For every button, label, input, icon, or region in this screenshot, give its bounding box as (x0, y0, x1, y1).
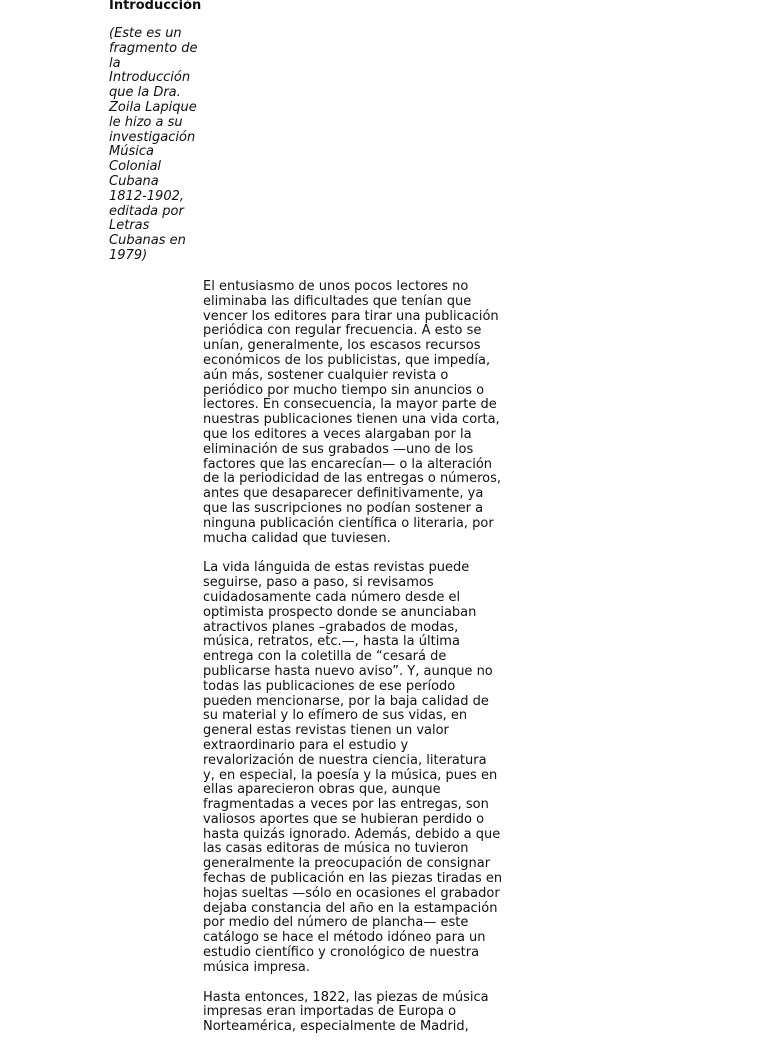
paragraph-line: pueden mencionarse, por la baja calidad de (203, 693, 489, 709)
paragraph-line: general estas revistas tienen un valor (203, 723, 449, 739)
paragraph-line: económicos de los publicistas, que impedía, (203, 352, 491, 368)
paragraph-line: atractivos planes –grabados de modas, (203, 619, 459, 635)
intro-note-line: Colonial (109, 159, 162, 175)
paragraph-line: catálogo se hace el método idóneo para un (203, 930, 486, 946)
article-body (203, 280, 508, 1050)
intro-note-line: Introducción (109, 70, 191, 86)
paragraph-line: publicarse hasta nuevo aviso”. Y, aunque no (203, 663, 493, 679)
intro-note-line: Zoila Lapique (109, 99, 197, 115)
paragraph-line: entrega con la coletilla de “cesará de (203, 649, 447, 665)
intro-note-line: Cubana (109, 173, 159, 189)
intro-note-line: editada por (109, 203, 184, 219)
paragraph-line: lectores. En consecuencia, la mayor parte de (203, 397, 497, 413)
intro-note-line: le hizo a su (109, 114, 183, 130)
paragraph-line: que los editores a veces alargaban por la (203, 426, 472, 442)
paragraph-line: por medio del número de plancha— este (203, 915, 469, 931)
paragraph-line: ninguna publicación científica o literaria, por (203, 515, 494, 531)
page-title: Introducción (109, 0, 202, 13)
paragraph-line: seguirse, paso a paso, si revisamos (203, 575, 434, 591)
paragraph-line: y, en especial, la poesía y la música, pues en (203, 767, 498, 783)
paragraph-line: hasta quizás ignorado. Además, debido a que (203, 826, 501, 842)
paragraph-line: El entusiasmo de unos pocos lectores no (203, 279, 469, 294)
paragraph-line: dejaba constancia del año en la estampación (203, 900, 498, 916)
paragraph-line: hojas sueltas —sólo en ocasiones el grabador (203, 885, 500, 901)
paragraph-line: unían, generalmente, los escasos recursos (203, 338, 481, 354)
intro-note-line: Música (109, 144, 154, 160)
intro-note-line: 1979) (109, 247, 148, 263)
paragraph-line: nuestras publicaciones tienen una vida corta, (203, 412, 500, 428)
paragraph-line: periódica con regular frecuencia. A esto se (203, 323, 482, 339)
paragraph-line: aún más, sostener cualquier revista o (203, 367, 449, 383)
paragraph-line: ellas aparecieron obras que, aunque (203, 782, 441, 798)
intro-note-line: (Este es un (109, 26, 182, 41)
paragraph-line: fragmentadas a veces por las entregas, son (203, 797, 489, 813)
paragraph-line: música, retratos, etc.—, hasta la última (203, 634, 460, 650)
paragraph-line: factores que las encarecían— o la alteración (203, 456, 493, 472)
intro-note-line: que la Dra. (109, 85, 181, 101)
intro-note-line: Letras (109, 218, 150, 234)
paragraph-line: estudio científico y cronológico de nuestra (203, 945, 480, 961)
paragraph-line: cuidadosamente cada número desde el (203, 589, 461, 605)
paragraph-line: que las suscripciones no podían sostener a (203, 500, 484, 516)
article-paragraph (203, 280, 508, 546)
paragraph-line: extraordinario para el estudio y (203, 737, 409, 753)
paragraph-line: impresas eran importadas de Europa o (203, 1004, 457, 1020)
paragraph-line: periódico por mucho tiempo sin anuncios o (203, 382, 485, 398)
paragraph-line: antes que desaparecer definitivamente, ya (203, 486, 484, 502)
intro-note-line: la (109, 55, 121, 71)
intro-note-line: investigación (109, 129, 196, 145)
introduction-note (109, 27, 204, 264)
paragraph-line: optimista prospecto donde se anunciaban (203, 604, 477, 620)
intro-note-line: Cubanas en (109, 233, 186, 249)
paragraph-line: su material y lo efímero de sus vidas, en (203, 708, 468, 724)
paragraph-line: eliminación de sus grabados —uno de los (203, 441, 474, 457)
paragraph-line: vencer los editores para tirar una publicación (203, 308, 499, 324)
paragraph-line: de la periodicidad de las entregas o números, (203, 471, 502, 487)
paragraph-line: revalorización de nuestra ciencia, literatura (203, 752, 487, 768)
paragraph-line: valiosos aportes que se hubieran perdido o (203, 811, 485, 827)
paragraph-line: mucha calidad que tuviesen. (203, 530, 391, 546)
paragraph-line: generalmente la preocupación de consignar (203, 856, 491, 872)
paragraph-line: eliminaba las dificultades que tenían que (203, 293, 472, 309)
intro-note-line: fragmento de (109, 40, 198, 56)
intro-note-line: 1812-1902, (109, 188, 184, 204)
paragraph-line: todas las publicaciones de ese período (203, 678, 456, 694)
article-paragraph (203, 561, 508, 975)
paragraph-line: Hasta entonces, 1822, las piezas de música (203, 989, 489, 1005)
article-paragraph (203, 991, 508, 1035)
paragraph-line: música impresa. (203, 959, 310, 975)
paragraph-line: La vida lánguida de estas revistas puede (203, 560, 470, 576)
paragraph-line: las casas editoras de música no tuvieron (203, 841, 469, 857)
paragraph-line: Norteamérica, especialmente de Madrid, (203, 1019, 469, 1035)
paragraph-line: fechas de publicación en las piezas tiradas en (203, 871, 503, 887)
